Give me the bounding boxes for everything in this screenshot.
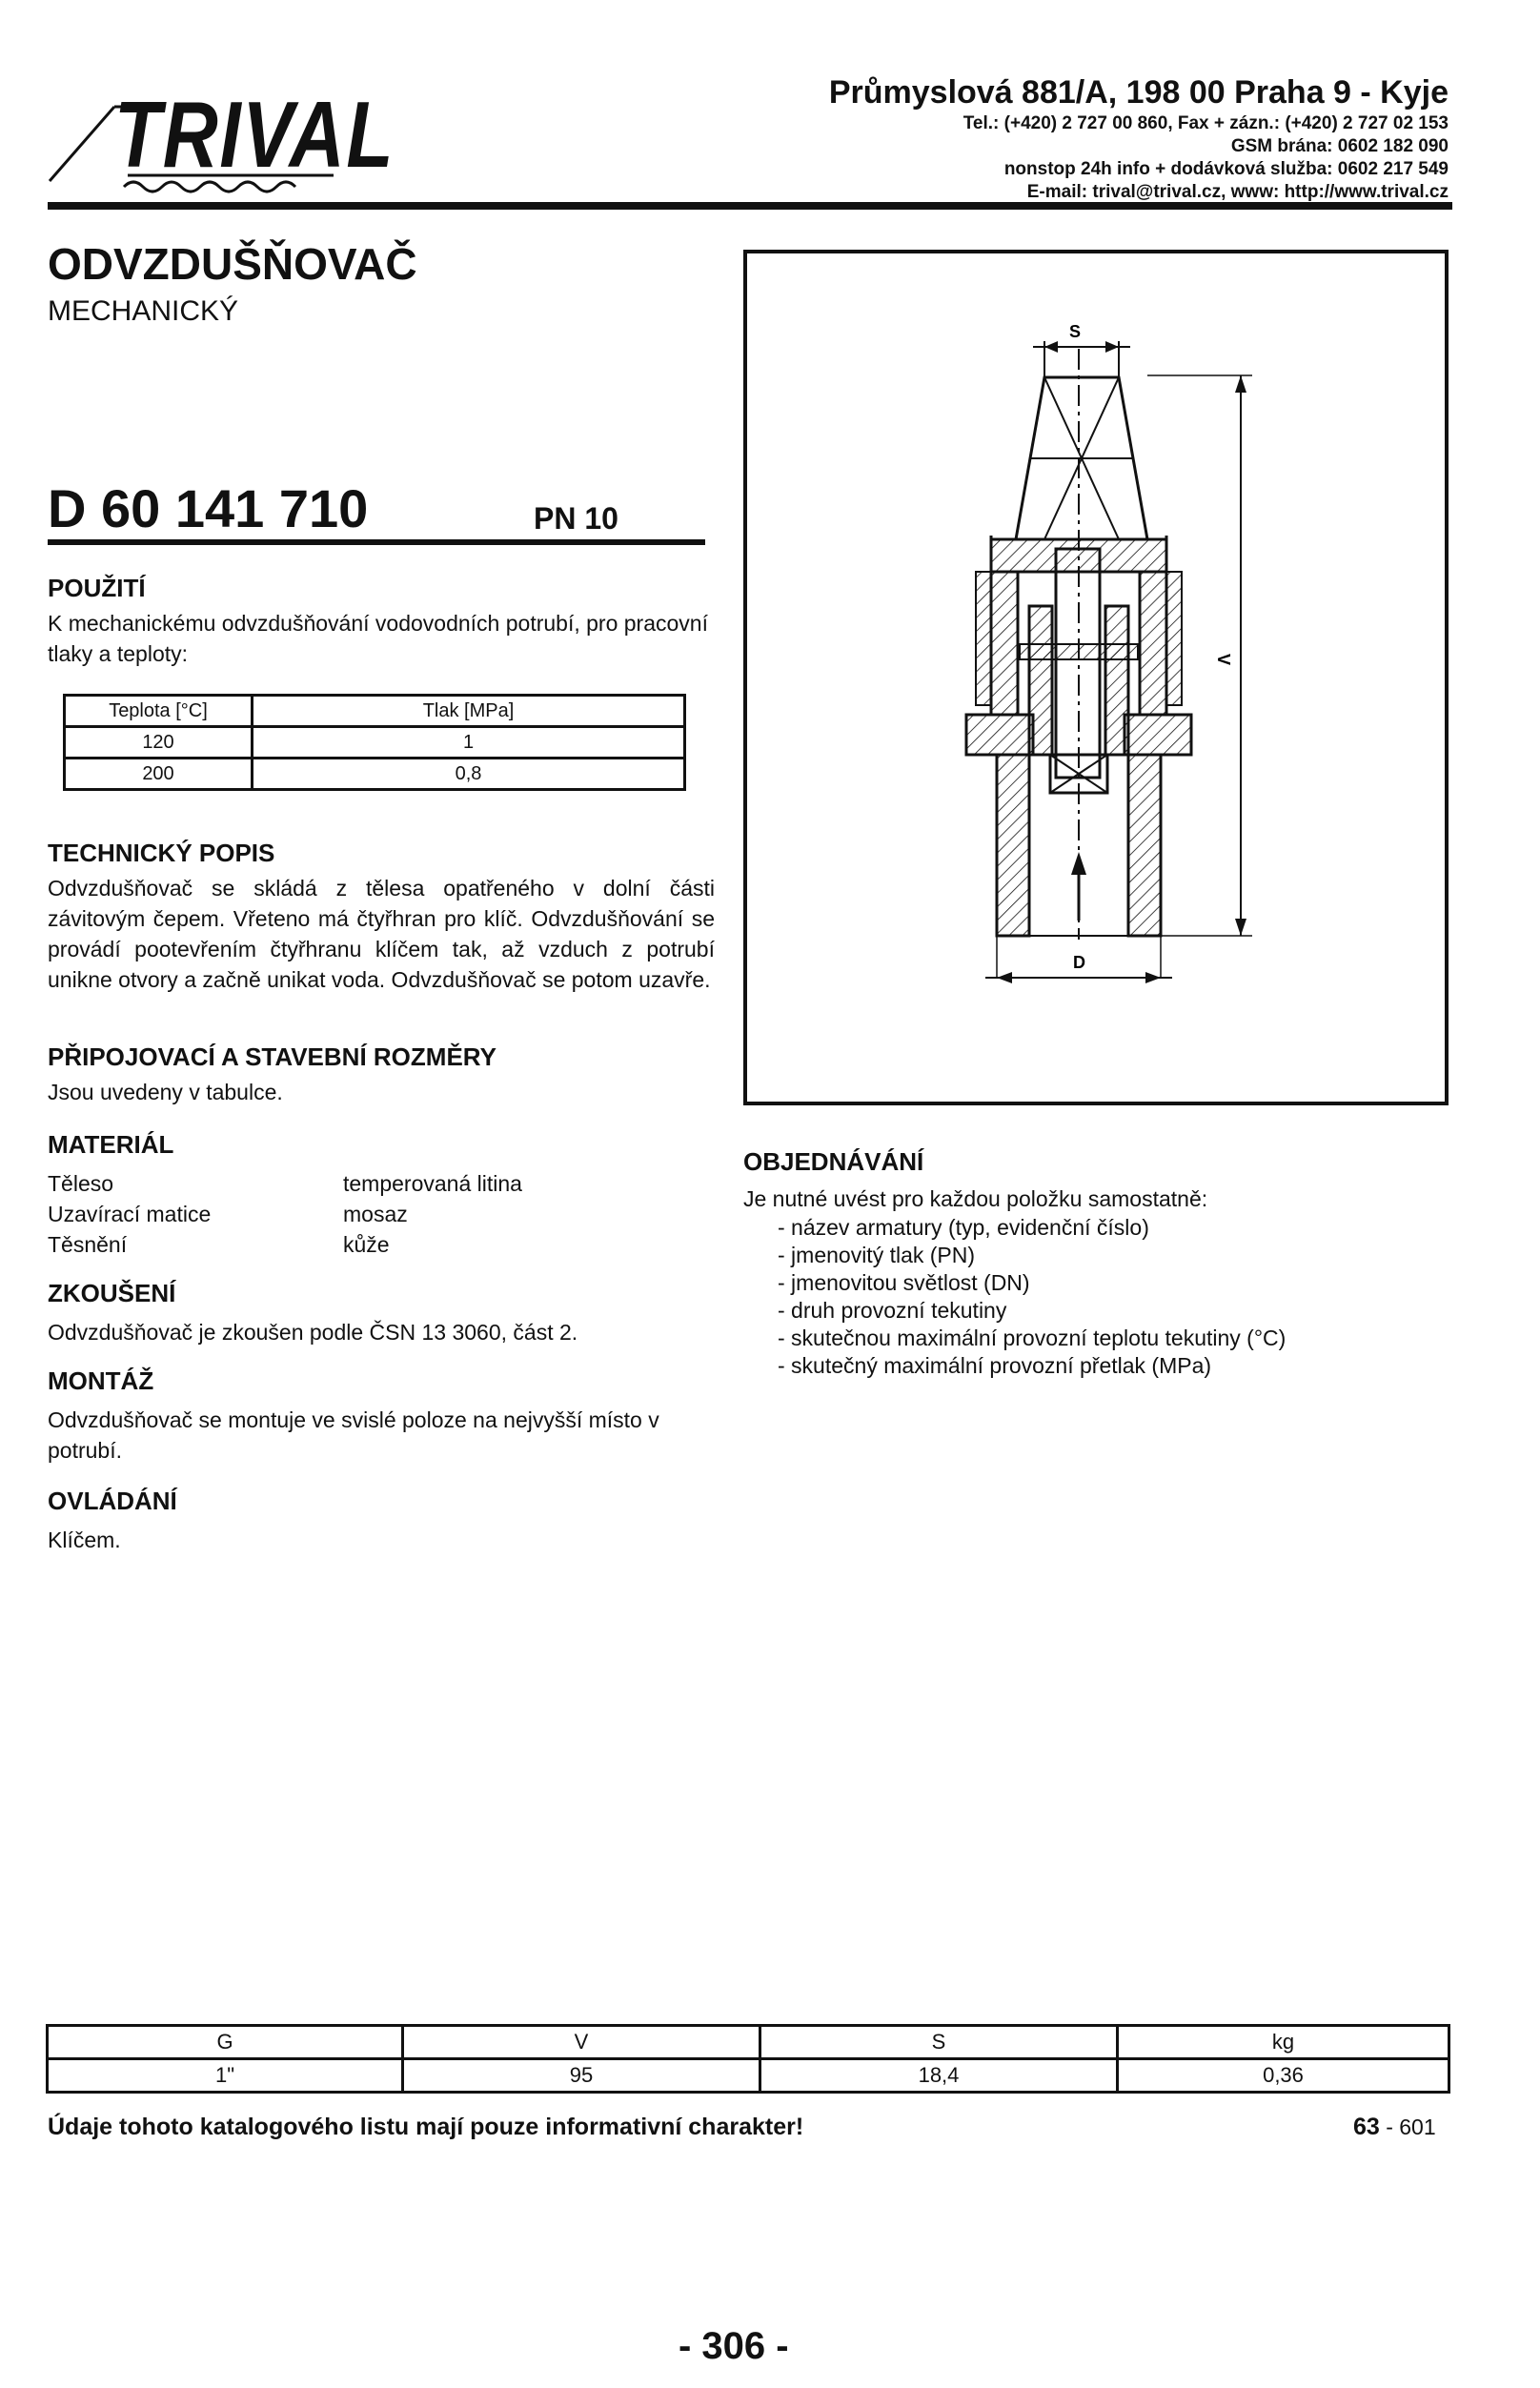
material-value: temperovaná litina (343, 1171, 522, 1196)
label-d: D (1073, 953, 1085, 972)
usage-heading: POUŽITÍ (48, 574, 146, 602)
table-cell: 200 (65, 759, 253, 790)
connection-text: Jsou uvedeny v tabulce. (48, 1080, 283, 1104)
technical-drawing (743, 250, 1449, 1105)
list-item: - název armatury (typ, evidenční číslo) (778, 1215, 1149, 1240)
list-item: - skutečnou maximální provozní teplotu tekutiny (°C) (778, 1326, 1287, 1350)
nonstop: nonstop 24h info + dodávková služba: 0602 217 549 (1003, 159, 1449, 179)
material-heading: MATERIÁL (48, 1130, 174, 1159)
table-header: G (48, 2026, 403, 2059)
table-row (65, 696, 685, 727)
table-row (65, 727, 685, 759)
sheet-number-rest: - 601 (1379, 2115, 1436, 2139)
table-cell: 1" (48, 2059, 403, 2093)
logo-text: TRIVAL (114, 82, 395, 187)
table-cell: 0,8 (253, 759, 685, 790)
testing-heading: ZKOUŠENÍ (48, 1279, 176, 1307)
sheet-number (1353, 2114, 1436, 2141)
dimensions-table (46, 2024, 1450, 2094)
ordering-heading: OBJEDNÁVÁNÍ (743, 1147, 924, 1176)
square-head (1016, 377, 1147, 539)
control-text: Klíčem. (48, 1528, 121, 1552)
list-item: - jmenovitý tlak (PN) (778, 1243, 976, 1267)
page-subtitle: MECHANICKÝ (48, 295, 239, 327)
table-row (48, 2026, 1449, 2059)
control-heading: OVLÁDÁNÍ (48, 1487, 177, 1515)
page-title: ODVZDUŠŇOVAČ (48, 239, 417, 289)
label-s: S (1069, 322, 1082, 341)
material-value: kůže (343, 1232, 390, 1257)
table-cell: 0,36 (1118, 2059, 1449, 2093)
header-rule (48, 202, 1452, 210)
testing-text: Odvzdušňovač je zkoušen podle ČSN 13 3060, část 2. (48, 1320, 578, 1345)
nominal-pressure: PN 10 (534, 501, 618, 536)
list-item: - jmenovitou světlost (DN) (778, 1270, 1030, 1295)
table-header: Teplota [°C] (65, 696, 253, 727)
disclaimer-note: Údaje tohoto katalogového listu mají pouze informativní charakter! (48, 2114, 804, 2140)
table-cell: 18,4 (760, 2059, 1118, 2093)
pressure-table (63, 694, 686, 791)
table-cell: 95 (403, 2059, 760, 2093)
table-row (48, 2059, 1449, 2093)
sheet-number-main: 63 (1353, 2114, 1380, 2140)
page-number: - 306 - (679, 2325, 789, 2367)
assembly-heading: MONTÁŽ (48, 1366, 154, 1395)
phone: Tel.: (+420) 2 727 00 860, Fax + zázn.: (+420) 2 727 02 153 (962, 113, 1449, 133)
code-rule (48, 539, 705, 545)
ordering-intro: Je nutné uvést pro každou položku samostatně: (743, 1186, 1208, 1211)
table-cell: 1 (253, 727, 685, 759)
ordering-list (778, 1214, 1286, 1380)
product-code: D 60 141 710 (48, 478, 369, 538)
list-item: - druh provozní tekutiny (778, 1298, 1007, 1323)
list-item: - skutečný maximální provozní přetlak (MPa) (778, 1353, 1212, 1378)
drawing-svg (747, 253, 1445, 1102)
usage-text: K mechanickému odvzdušňování vodovodních potrubí, pro pracovní tlaky a teploty: (48, 611, 708, 666)
material-part: Těsnění (48, 1232, 128, 1257)
dimension-s (1033, 322, 1130, 377)
assembly-text: Odvzdušňovač se montuje ve svislé poloze na nejvyšší místo v potrubí. (48, 1407, 659, 1463)
table-row (65, 759, 685, 790)
technical-text: Odvzdušňovač se skládá z tělesa opatřeného v dolní části závitovým čepem. Vřeteno má čtyřhran pro klíč. Odvzdušňování se provádí pootevřením čtyřhranu klíčem tak, až vzduch z potrubí unikne otvory a začně unikat voda. Odvzdušňovač se potom uzavře. (48, 876, 715, 992)
technical-heading: TECHNICKÝ POPIS (48, 839, 275, 867)
table-header: V (403, 2026, 760, 2059)
table-cell: 120 (65, 727, 253, 759)
dimension-d (985, 936, 1172, 983)
address: Průmyslová 881/A, 198 00 Praha 9 - Kyje (828, 74, 1449, 111)
material-part: Těleso (48, 1171, 114, 1196)
connection-heading: PŘIPOJOVACÍ A STAVEBNÍ ROZMĚRY (48, 1042, 496, 1071)
label-v: V (1214, 654, 1233, 666)
table-header: kg (1118, 2026, 1449, 2059)
gsm: GSM brána: 0602 182 090 (1230, 136, 1449, 156)
email: E-mail: trival@trival.cz, www: http://www.trival.cz (1026, 182, 1449, 202)
table-header: Tlak [MPa] (253, 696, 685, 727)
table-header: S (760, 2026, 1118, 2059)
material-value: mosaz (343, 1202, 408, 1226)
material-part: Uzavírací matice (48, 1202, 212, 1226)
flow-arrow-icon (1071, 852, 1086, 921)
